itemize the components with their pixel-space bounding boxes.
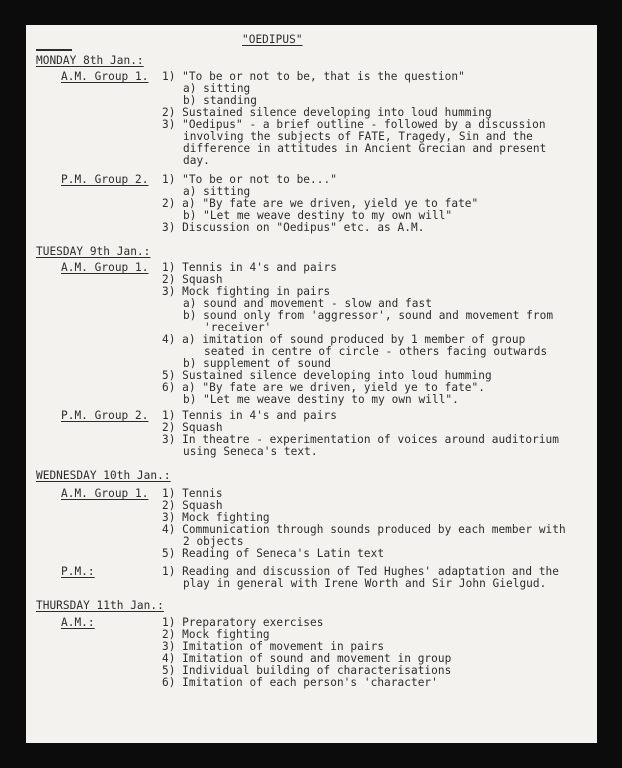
section-heading: P.M.: [61, 565, 95, 578]
text-line: 4) Communication through sounds produced by each member with [162, 523, 566, 536]
top-rule [36, 49, 72, 51]
section-heading: A.M.: [61, 616, 95, 629]
text-line: 5) Individual building of characterisations [162, 664, 452, 677]
text-line: 3) Mock fighting in pairs [162, 285, 331, 298]
text-line: 'receiver' [204, 321, 272, 334]
section-heading: A.M. Group 1. [61, 487, 149, 500]
text-line: difference in attitudes in Ancient Grecian and present [183, 142, 547, 155]
section-heading: THURSDAY 11th Jan.: [36, 599, 164, 612]
text-line: 2) Squash [162, 421, 223, 434]
text-line: 1) "To be or not to be..." [162, 173, 337, 186]
section-heading: "OEDIPUS" [242, 33, 303, 46]
section-heading: A.M. Group 1. [61, 261, 149, 274]
text-line: 2) Mock fighting [162, 628, 270, 641]
text-line: 2 objects [183, 535, 244, 548]
text-line: 2) a) "By fate are we driven, yield ye to fate" [162, 197, 479, 210]
text-line: b) "Let me weave destiny to my own will" [183, 209, 453, 222]
text-line: 1) Preparatory exercises [162, 616, 324, 629]
section-heading: P.M. Group 2. [61, 173, 149, 186]
text-line: a) sitting [183, 82, 251, 95]
text-line: 6) a) "By fate are we driven, yield ye to fate". [162, 381, 485, 394]
text-line: b) standing [183, 94, 258, 107]
section-heading: P.M. Group 2. [61, 409, 149, 422]
text-line: play in general with Irene Worth and Sir John Gielgud. [183, 577, 547, 590]
text-line: 1) Tennis in 4's and pairs [162, 261, 337, 274]
text-line: 3) Imitation of movement in pairs [162, 640, 385, 653]
text-line: b) supplement of sound [183, 357, 332, 370]
text-line: using Seneca's text. [183, 445, 318, 458]
text-line: 5) Sustained silence developing into loud humming [162, 369, 492, 382]
text-line: 2) Sustained silence developing into loud humming [162, 106, 492, 119]
text-line: 3) In theatre - experimentation of voices around auditorium [162, 433, 560, 446]
text-line: 1) Tennis in 4's and pairs [162, 409, 337, 422]
text-line: 1) Tennis [162, 487, 223, 500]
text-line: a) sound and movement - slow and fast [183, 297, 432, 310]
text-line: involving the subjects of FATE, Tragedy, Sin and the [183, 130, 533, 143]
text-line: 5) Reading of Seneca's Latin text [162, 547, 385, 560]
text-line: b) "Let me weave destiny to my own will". [183, 393, 459, 406]
section-heading: TUESDAY 9th Jan.: [36, 245, 151, 258]
text-line: 3) "Oedipus" - a brief outline - followed by a discussion [162, 118, 546, 131]
text-line: 1) "To be or not to be, that is the question" [162, 70, 465, 83]
section-heading: WEDNESDAY 10th Jan.: [36, 469, 171, 482]
text-line: 4) a) imitation of sound produced by 1 member of group [162, 333, 526, 346]
text-line: 4) Imitation of sound and movement in group [162, 652, 452, 665]
text-line: seated in centre of circle - others facing outwards [204, 345, 548, 358]
section-heading: A.M. Group 1. [61, 70, 149, 83]
text-line: 6) Imitation of each person's 'character' [162, 676, 438, 689]
text-line: 2) Squash [162, 273, 223, 286]
text-line: b) sound only from 'aggressor', sound and movement from [183, 309, 554, 322]
text-line: 2) Squash [162, 499, 223, 512]
text-line: 3) Discussion on "Oedipus" etc. as A.M. [162, 221, 425, 234]
text-line: 3) Mock fighting [162, 511, 270, 524]
text-line: a) sitting [183, 185, 251, 198]
text-line: 1) Reading and discussion of Ted Hughes' adaptation and the [162, 565, 560, 578]
text-line: day. [183, 154, 210, 167]
section-heading: MONDAY 8th Jan.: [36, 54, 144, 67]
